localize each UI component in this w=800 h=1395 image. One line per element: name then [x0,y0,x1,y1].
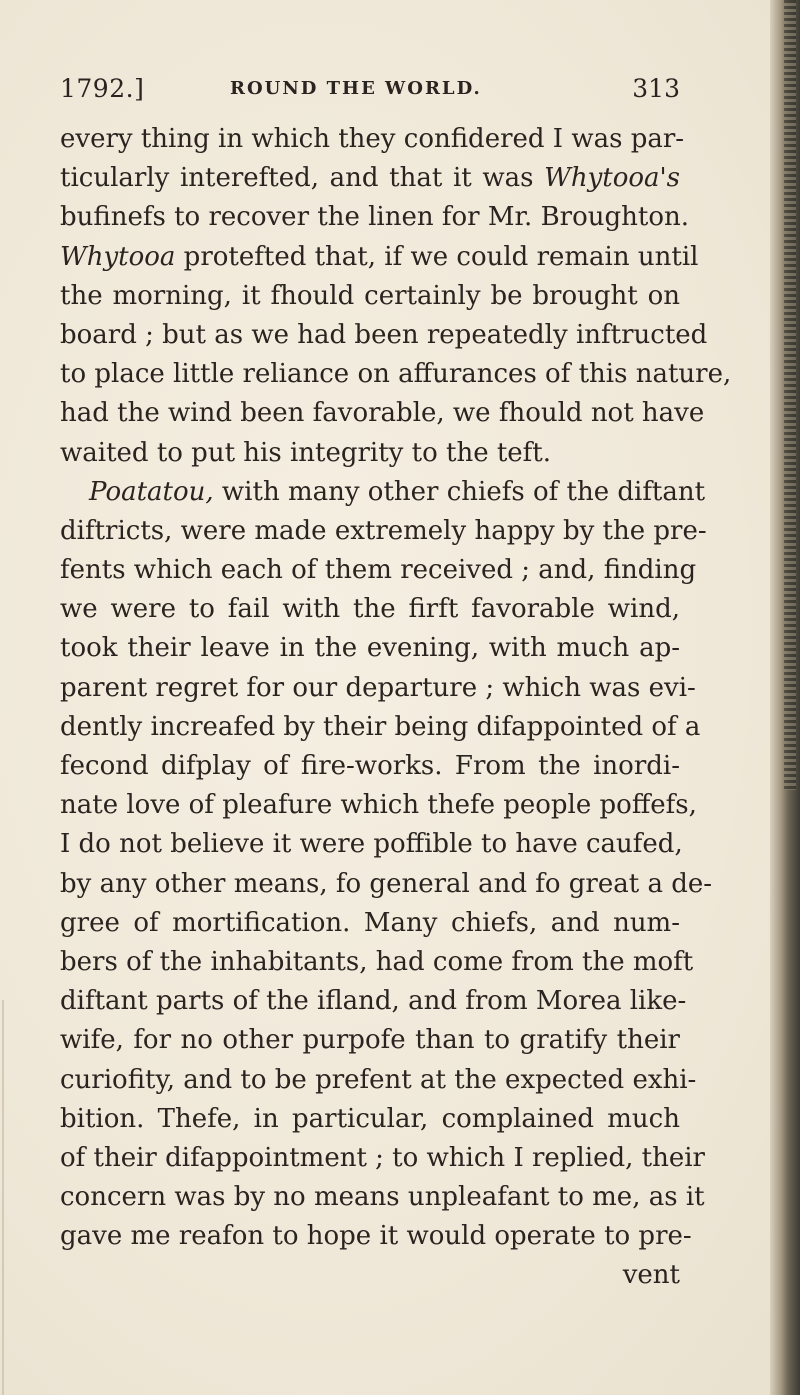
text-segment: had the wind been favorable, we fhould not have [60,398,705,429]
text-line [60,708,701,747]
text-segment: waited to put his integrity to the teft. [60,437,552,468]
text-line [60,355,732,394]
text-line [60,551,697,590]
text-segment: fents which each of them received ; and, finding [60,555,697,586]
text-segment: took their leave in the evening, with much ap- [60,633,680,664]
text-line [60,1256,680,1295]
text-line [60,316,708,355]
italic-text: Whytooa's [544,163,680,194]
text-segment: parent regret for our departure ; which was evi- [60,672,696,703]
text-segment: wife, for no other purpofe than to gratify their [60,1025,680,1056]
running-head-year: 1792.] [60,74,145,103]
text-segment: we were to fail with the firft favorable wind, [60,594,680,625]
text-line [60,238,699,277]
text-segment: diftant parts of the ifland, and from Morea like- [60,986,687,1017]
text-line [60,904,680,943]
text-line [60,629,680,668]
page-crease [2,1000,4,1395]
text-segment: ticularly interefted, and that it was [60,163,545,194]
text-line [60,159,680,198]
text-segment: concern was by no means unpleafant to me, as it [60,1182,705,1213]
text-segment: gree of mortification. Many chiefs, and num- [60,907,680,938]
text-segment: gave me reafon to hope it would operate to pre- [60,1221,692,1252]
text-line [60,277,680,316]
text-segment: curiofity, and to be prefent at the expected exhi- [60,1064,697,1095]
text-segment: every thing in which they confidered I was par- [60,124,685,154]
text-line [60,590,680,629]
text-line [60,865,713,904]
italic-text: Whytooa [60,241,176,272]
text-line [60,1139,705,1178]
text-segment: of their difappointment ; to which I replied, their [60,1142,705,1173]
text-segment: protefted that, if we could remain until [175,241,699,272]
text-line [60,825,683,864]
running-head-title: ROUND THE WORLD. [230,78,482,99]
page-number: 313 [632,74,680,103]
text-segment: diftricts, were made extremely happy by the pre- [60,515,707,546]
text-line [60,982,687,1021]
italic-text: Poatatou, [89,476,214,507]
text-segment: bufinefs to recover the linen for Mr. Broughton. [60,202,690,233]
text-segment: fecond difplay of fire-works. From the inordi- [60,751,680,781]
text-line [60,747,680,786]
text-segment: nate love of pleafure which thefe people poffefs, [60,790,697,821]
text-segment: dently increafed by their being difappointed of a [60,711,701,742]
text-line [60,1178,705,1217]
body-text [60,120,732,1296]
text-line [60,198,690,237]
book-gutter-edge [770,0,800,1395]
text-segment: board ; but as we had been repeatedly inftructed [60,319,708,350]
text-segment: bers of the inhabitants, had come from the moft [60,946,694,977]
text-segment: to place little reliance on affurances of this nature, [60,359,732,390]
binding-shadow [784,0,796,790]
text-line [60,943,694,982]
running-head [60,74,680,114]
text-line [60,1021,680,1060]
text-line [60,1100,680,1139]
text-line [60,394,705,433]
text-segment: by any other means, fo general and fo great a de- [60,868,713,899]
text-line [60,1061,697,1100]
text-line [60,669,696,708]
text-line [60,473,706,512]
text-segment: bition. Thefe, in particular, complained much [60,1103,680,1134]
text-segment: with many other chiefs of the diftant [213,476,706,507]
text-segment: I do not believe it were poffible to have caufed, [60,829,683,860]
text-line [60,1217,692,1256]
text-line [60,512,707,551]
text-line [60,120,685,159]
text-segment: the morning, it fhould certainly be brought on [60,280,680,311]
text-segment: vent [622,1260,680,1291]
text-line [60,786,697,825]
text-line [60,434,680,473]
